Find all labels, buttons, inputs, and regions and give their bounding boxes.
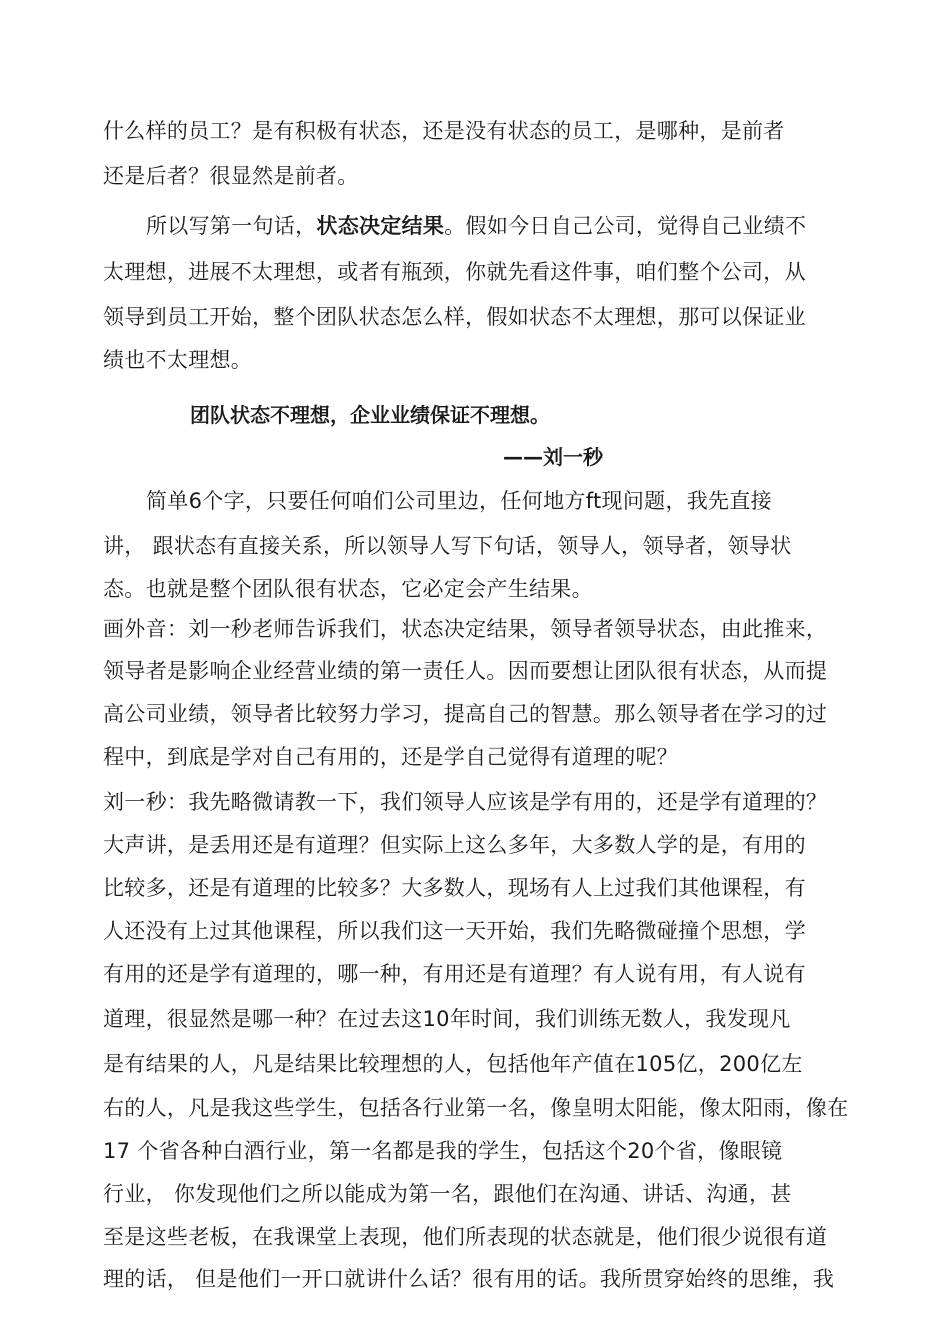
paragraph-line: 至是这些老板，在我课堂上表现，他们所表现的状态就是，他们很少说很有道	[103, 1225, 828, 1249]
text-span: 现问题，我先直接	[601, 489, 772, 513]
text-span: 个字，只要任何咱们公司里边，任何地方	[202, 489, 586, 513]
paragraph-line: 有用的还是学有道理的，哪一种，有用还是有道理？有人说有用，有人说有	[103, 962, 806, 986]
text-span: 年时间，我们训练无数人，我发现凡	[449, 1007, 791, 1031]
text-span: ft	[585, 489, 602, 513]
text-span: 是有结果的人，凡是结果比较理想的人，包括他年产值在	[103, 1052, 636, 1076]
number-text: 200	[719, 1052, 761, 1076]
number-text: 6	[188, 489, 203, 513]
text-span: 。假如今日自己公司，觉得自己业绩不	[444, 214, 807, 238]
paragraph-line	[103, 1137, 782, 1165]
paragraph-line: 领导者是影响企业经营业绩的第一责任人。因而要想让团队很有状态，从而提	[103, 659, 828, 683]
paragraph-line	[103, 1005, 791, 1033]
paragraph-line: 比较多，还是有道理的比较多？大多数人，现场有人上过我们其他课程，有	[103, 876, 806, 900]
number-text: 105	[635, 1052, 677, 1076]
paragraph-line: 行业， 你发现他们之所以能成为第一名，跟他们在沟通、讲话、沟通，甚	[103, 1182, 792, 1206]
emphasis-text: 状态决定结果	[316, 214, 445, 238]
text-span: 亿，	[676, 1052, 720, 1076]
paragraph-line: 右的人，凡是我这些学生，包括各行业第一名，像皇明太阳能，像太阳雨，像在	[103, 1096, 849, 1120]
paragraph-line: 绩也不太理想。	[103, 348, 253, 372]
paragraph-line: 还是后者？很显然是前者。	[103, 164, 359, 188]
text-span: 亿左	[760, 1052, 803, 1076]
paragraph-line	[103, 1050, 803, 1078]
text-span: 个省各种白酒行业，第一名都是我的学生，包括这个	[137, 1139, 628, 1163]
paragraph-line	[146, 212, 806, 240]
quote-author: ——刘一秒	[503, 445, 603, 469]
paragraph-line: 态。也就是整个团队很有状态，它必定会产生结果。	[103, 577, 593, 601]
text-span: 道理，很显然是哪一种？在过去这	[103, 1007, 423, 1031]
paragraph-line: 领导到员工开始，整个团队状态怎么样，假如状态不太理想，那可以保证业	[103, 305, 806, 329]
paragraph-line: 高公司业绩，领导者比较努力学习，提高自己的智慧。那么领导者在学习的过	[103, 702, 828, 726]
text-span: 个省，像眼镜	[654, 1139, 783, 1163]
text-span: 所以写第一句话，	[146, 214, 317, 238]
paragraph-line: 大声讲，是丢用还是有道理？但实际上这么多年，大多数人学的是，有用的	[103, 833, 806, 857]
quote-text: 团队状态不理想，企业业绩保证不理想。	[190, 403, 550, 427]
paragraph-line: 太理想，进展不太理想，或者有瓶颈，你就先看这件事，咱们整个公司，从	[103, 260, 806, 284]
number-text: 17	[103, 1139, 131, 1163]
paragraph-line: 刘一秒：我先略微请教一下，我们领导人应该是学有用的，还是学有道理的？	[103, 790, 828, 814]
paragraph-line: 理的话， 但是他们一开口就讲什么话？很有用的话。我所贯穿始终的思维，我	[103, 1267, 835, 1291]
paragraph-line: 什么样的员工？是有积极有状态，还是没有状态的员工，是哪种，是前者	[103, 119, 785, 143]
paragraph-line: 画外音：刘一秒老师告诉我们，状态决定结果，领导者领导状态，由此推来，	[103, 617, 828, 641]
number-text: 20	[627, 1139, 655, 1163]
paragraph-line	[146, 487, 772, 515]
number-text: 10	[422, 1007, 450, 1031]
text-span: 简单	[146, 489, 189, 513]
paragraph-line: 程中，到底是学对自己有用的，还是学自己觉得有道理的呢？	[103, 745, 679, 769]
paragraph-line: 人还没有上过其他课程，所以我们这一天开始，我们先略微碰撞个思想，学	[103, 919, 806, 943]
paragraph-line: 讲， 跟状态有直接关系，所以领导人写下句话，领导人，领导者，领导状	[103, 534, 792, 558]
